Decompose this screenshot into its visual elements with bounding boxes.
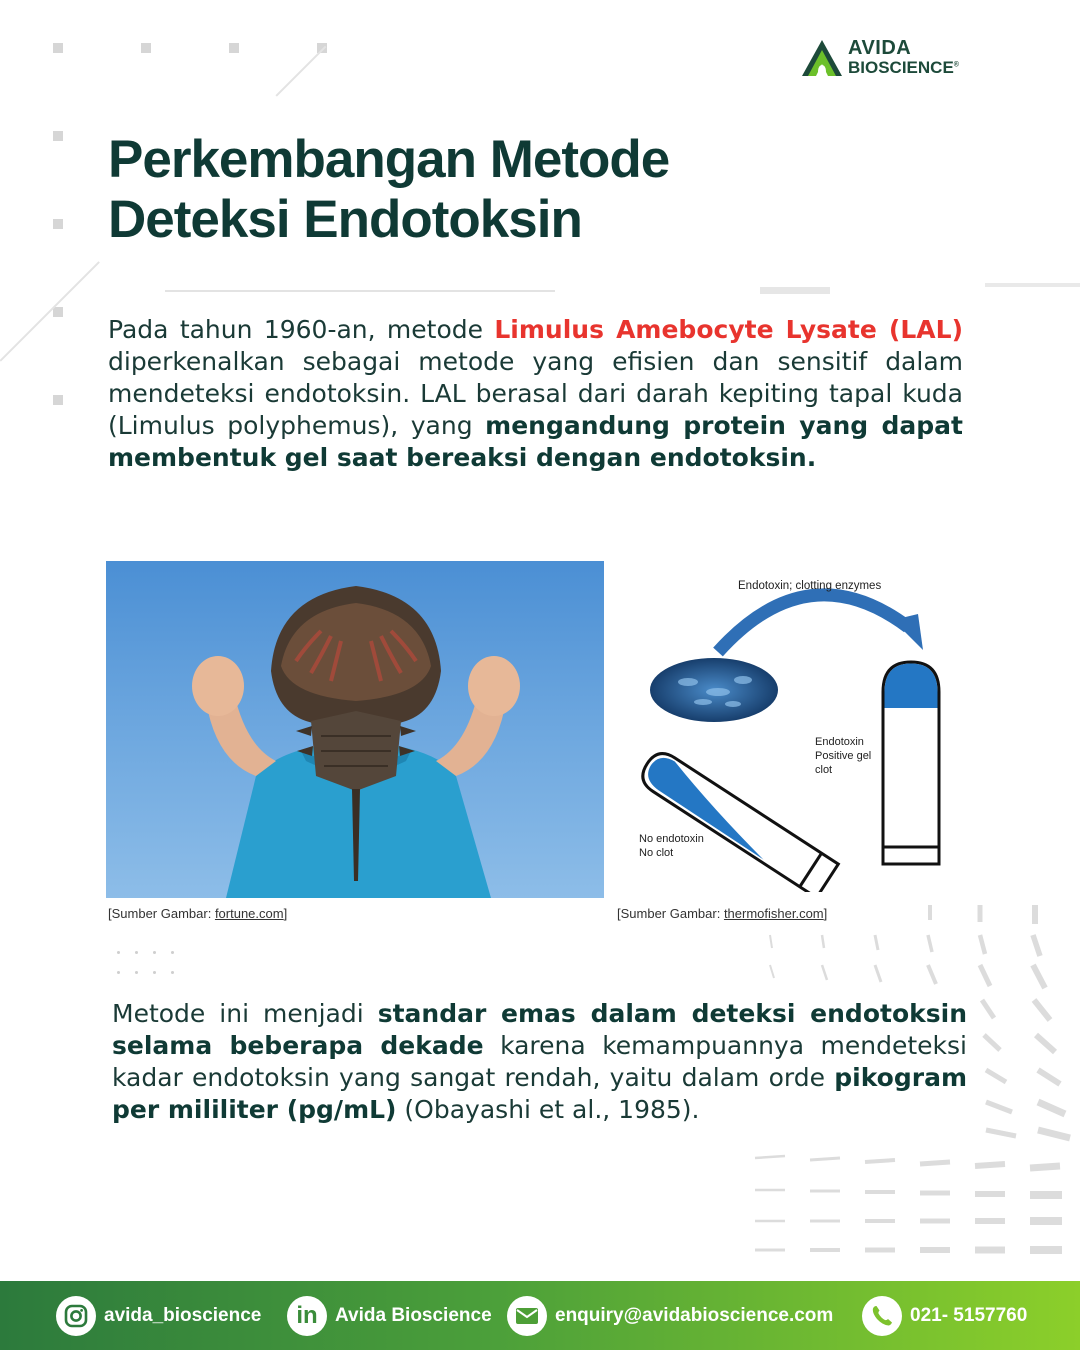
reaction-arrow bbox=[718, 595, 908, 652]
photo-caption-suffix: ] bbox=[283, 906, 288, 921]
brand-name-line1: AVIDA bbox=[848, 37, 912, 59]
deco-line bbox=[985, 283, 1080, 287]
diagram-caption-suffix: ] bbox=[823, 906, 828, 921]
deco-dot bbox=[117, 951, 120, 954]
deco-square bbox=[53, 219, 63, 229]
conclusion-paragraph bbox=[112, 998, 967, 1126]
conclusion-text-3: (Obayashi et al., 1985). bbox=[396, 1095, 700, 1124]
footer-phone[interactable] bbox=[862, 1281, 1027, 1350]
deco-square bbox=[53, 43, 63, 53]
deco-square bbox=[229, 43, 239, 53]
positive-label-line1: Endotoxin bbox=[815, 736, 864, 748]
conclusion-text-1: Metode ini menjadi bbox=[112, 999, 378, 1028]
deco-square bbox=[141, 43, 151, 53]
footer-instagram[interactable] bbox=[56, 1281, 261, 1350]
phone-number: 021- 5157760 bbox=[910, 1304, 1028, 1326]
deco-dot bbox=[135, 951, 138, 954]
phone-icon bbox=[862, 1296, 902, 1336]
intro-bold: mengandung protein yang dapat membentuk gel saat bereaksi dengan endotoksin. bbox=[108, 411, 963, 472]
deco-line bbox=[0, 261, 100, 361]
deco-dot bbox=[171, 951, 174, 954]
linkedin-icon: in bbox=[287, 1296, 327, 1336]
negative-label-line2: No clot bbox=[639, 847, 674, 859]
deco-square bbox=[53, 307, 63, 317]
diagram-caption bbox=[617, 906, 827, 921]
footer-linkedin[interactable] bbox=[287, 1281, 492, 1350]
conclusion-bold-1: standar emas dalam deteksi endotoksin selama beberapa dekade bbox=[112, 999, 967, 1060]
deco-line bbox=[760, 287, 830, 294]
footer-email[interactable] bbox=[507, 1281, 833, 1350]
positive-gel-tube bbox=[883, 662, 939, 864]
intro-text-1: Pada tahun 1960-an, metode bbox=[108, 315, 495, 344]
conclusion-text-2: karena kemampuannya mendeteksi kadar endotoksin yang sangat rendah, yaitu dalam orde bbox=[112, 1031, 968, 1092]
positive-label-line2: Positive gel bbox=[815, 750, 872, 762]
deco-dot bbox=[171, 971, 174, 974]
diagram-source-link[interactable]: thermofisher.com bbox=[723, 906, 824, 921]
contact-footer bbox=[0, 1281, 1080, 1350]
brand-name-line2 bbox=[848, 59, 959, 76]
deco-dot bbox=[135, 971, 138, 974]
title-line2: Deteksi Endotoksin bbox=[108, 190, 582, 249]
deco-dot bbox=[117, 971, 120, 974]
positive-label-line3: clot bbox=[815, 764, 833, 776]
lal-highlight: Limulus Amebocyte Lysate (LAL) bbox=[494, 315, 963, 344]
deco-dot bbox=[153, 971, 156, 974]
page-title bbox=[108, 130, 908, 250]
deco-square bbox=[53, 131, 63, 141]
email-icon bbox=[507, 1296, 547, 1336]
instagram-handle: avida_bioscience bbox=[104, 1304, 262, 1326]
deco-square bbox=[53, 395, 63, 405]
diagram-top-label: Endotoxin; clotting enzymes bbox=[738, 580, 882, 592]
registered-mark: ® bbox=[953, 61, 959, 69]
title-line1: Perkembangan Metode bbox=[108, 130, 670, 189]
arrow-head-icon bbox=[893, 614, 923, 650]
intro-text-2: diperkenalkan sebagai metode yang efisien dan sensitif dalam mendeteksi endotoksin. LAL berasal dari darah kepiting tapal kuda (Limulus polyphemus), yang bbox=[108, 347, 963, 440]
email-address: enquiry@avidabioscience.com bbox=[555, 1304, 834, 1326]
negative-label-line1: No endotoxin bbox=[639, 833, 704, 845]
horseshoe-crab-illustration bbox=[106, 561, 604, 898]
conclusion-bold-2: pikogram per mililiter (pg/mL) bbox=[112, 1063, 967, 1124]
instagram-icon bbox=[56, 1296, 96, 1336]
brand-logo bbox=[800, 38, 1000, 80]
intro-paragraph bbox=[108, 314, 963, 474]
linkedin-name: Avida Bioscience bbox=[335, 1304, 492, 1326]
brand-name-line2-text: BIOSCIENCE bbox=[848, 58, 954, 77]
photo-caption bbox=[108, 906, 287, 921]
negative-clot-tube bbox=[636, 747, 838, 892]
avida-logo-icon bbox=[800, 38, 844, 78]
deco-line bbox=[165, 290, 555, 292]
horseshoe-crab-photo bbox=[106, 561, 604, 898]
lal-test-diagram bbox=[618, 562, 978, 892]
deco-line bbox=[275, 46, 326, 97]
diagram-caption-prefix: [Sumber Gambar: bbox=[617, 906, 724, 921]
deco-dot bbox=[153, 951, 156, 954]
photo-caption-prefix: [Sumber Gambar: bbox=[108, 906, 215, 921]
photo-source-link[interactable]: fortune.com bbox=[214, 906, 284, 921]
